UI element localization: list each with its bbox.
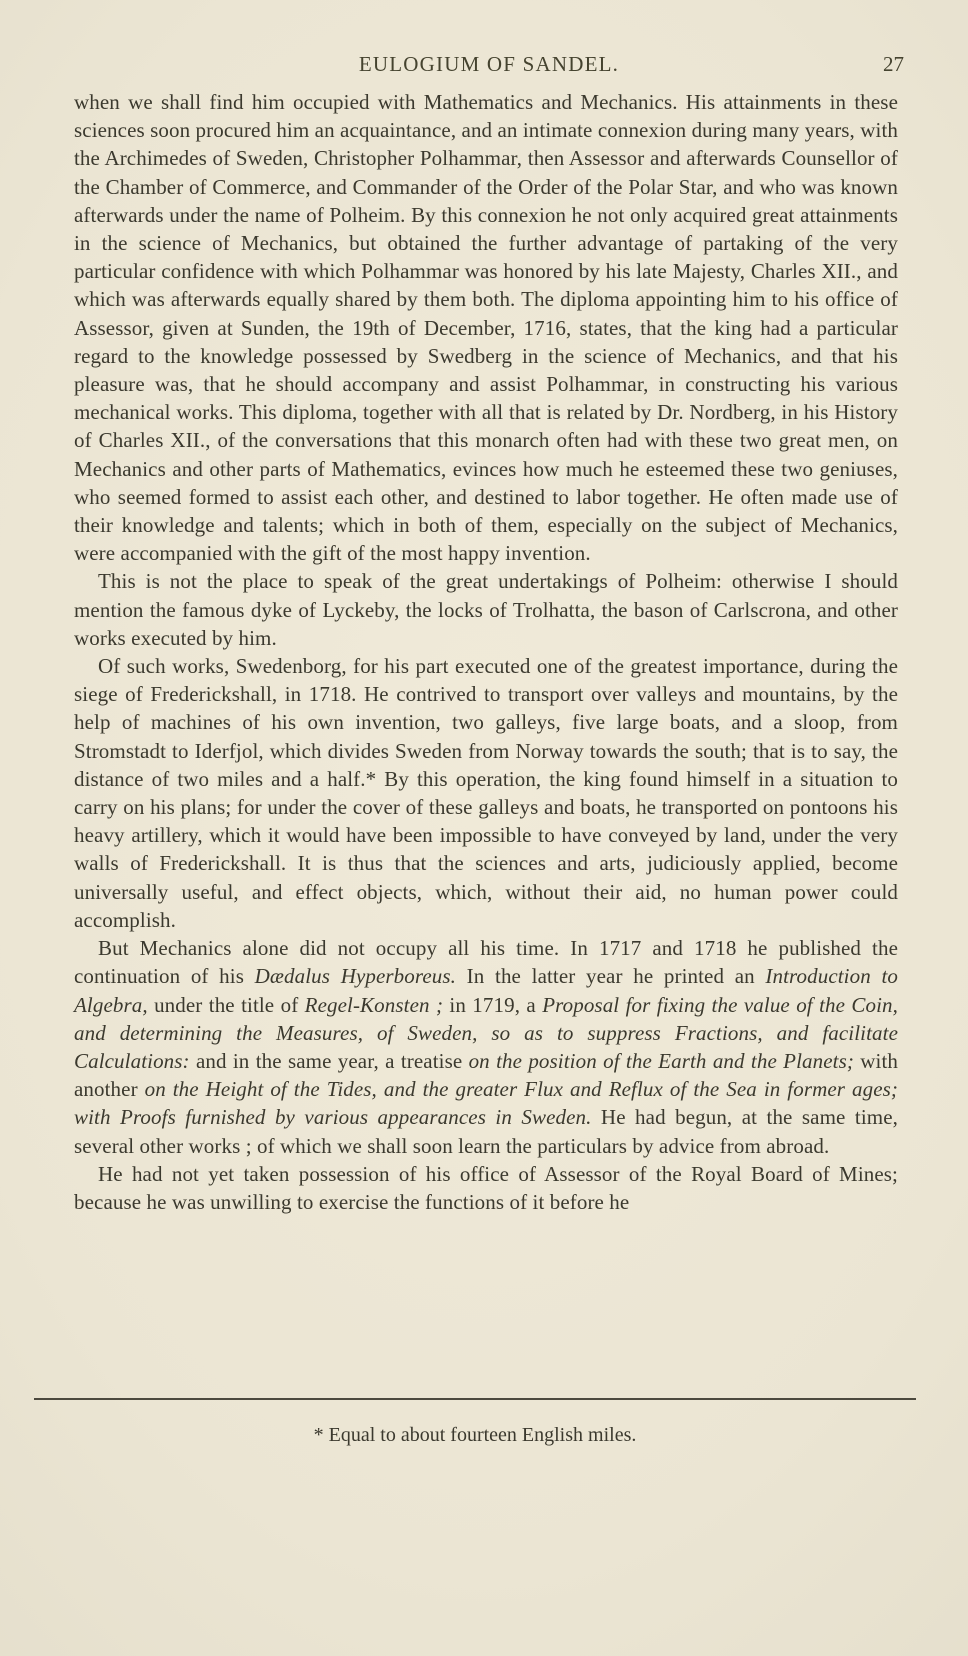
italic-text: Proposal for fixing the value of the Coin, and determining the Measures, of Sweden, so as to suppress Fractions, and facilitate Calculations: [74,992,899,1073]
italic-text: Introduction to Algebra, [74,964,899,1017]
footnote-rule [34,1398,916,1400]
body-text: He had begun, at the same time, several other works ; of which we shall soon learn the particulars by advice from abroad. [74,1105,898,1158]
body-text: This is not the place to speak of the great undertakings of Polheim: otherwise I should mention the famous dyke of Lyckeby, the locks of Trolhatta, the bason of Carlscrona, and other works executed by him. [74,569,898,650]
body-text: In the latter year he printed an [456,964,766,989]
body-text: with another [74,1048,898,1102]
body-text: But Mechanics alone did not occupy all his time. In 1717 and 1718 he published the continuation of his [74,936,898,989]
page-header [74,52,904,80]
page-number: 27 [883,52,904,76]
paragraph [74,1160,898,1216]
footnote-section [34,1398,916,1447]
italic-text: Regel-Konsten ; [304,992,444,1017]
paragraph [74,934,898,1160]
paragraph [74,652,898,934]
body-text: Of such works, Swedenborg, for his part executed one of the greatest importance, during the siege of Frederickshall, in 1718. He contrived to transport over valleys and mountains, by the help of machines of his own invention, two galleys, five large boats, and a sloop, from Stromstadt to Iderfjol, which divides Sweden from Norway towards the south; that is to say, the distance of two miles and a half.* By this operation, the king found himself in a situation to carry on his plans; for under the cover of these galleys and boats, he transported on pontoons his heavy artillery, which it would have been impossible to have conveyed by land, under the very walls of Frederickshall. It is thus that the sciences and arts, judiciously applied, become universally useful, and effect objects, which, without their aid, no human power could accomplish. [74,654,898,932]
footnote: * Equal to about fourteen English miles. [313,1424,637,1446]
body-text: in 1719, a [443,992,543,1017]
italic-text: on the Height of the Tides, and the greater Flux and Reflux of the Sea in former ages; with Proofs furnished by various appearances in Sweden. [74,1077,898,1130]
italic-text: Dædalus Hyperboreus. [254,964,457,989]
body-text: under the title of [147,992,305,1017]
paragraph [74,88,898,567]
body-text: and in the same year, a treatise [189,1048,469,1073]
body-text: when we shall find him occupied with Mathematics and Mechanics. His attainments in these sciences soon procured him an acquaintance, and an intimate connexion during many years, with the Archimedes of Sweden, Christopher Polhammar, then Assessor and afterwards Counsellor of the Chamber of Commerce, and Commander of the Order of the Polar Star, and who was known afterwards under the name of Polheim. By this connexion he not only acquired great attainments in the science of Mechanics, but obtained the further advantage of partaking of the very particular confidence with which Polhammar was honored by his late Majesty, Charles XII., and which was afterwards equally shared by them both. The diploma appointing him to his office of Assessor, given at Sunden, the 19th of December, 1716, states, that the king had a particular regard to the knowledge possessed by Swedberg in the science of Mechanics, and that his pleasure was, that he should accompany and assist Polhammar, in constructing his various mechanical works. This diploma, together with all that is related by Dr. Nordberg, in his History of Charles XII., of the conversations that this monarch often had with these two great men, on Mechanics and other parts of Mathematics, evinces how much he esteemed these two geniuses, who seemed formed to assist each other, and destined to labor together. He often made use of their knowledge and talents; which in both of them, especially on the subject of Mechanics, were accompanied with the gift of the most happy invention. [74,90,898,566]
page-body [74,88,898,1216]
italic-text: on the position of the Earth and the Planets; [468,1048,854,1073]
paragraph [74,567,898,652]
body-text: He had not yet taken possession of his office of Assessor of the Royal Board of Mines; because he was unwilling to exercise the functions of it before he [74,1161,898,1214]
page-title: EULOGIUM OF SANDEL. [358,52,620,76]
